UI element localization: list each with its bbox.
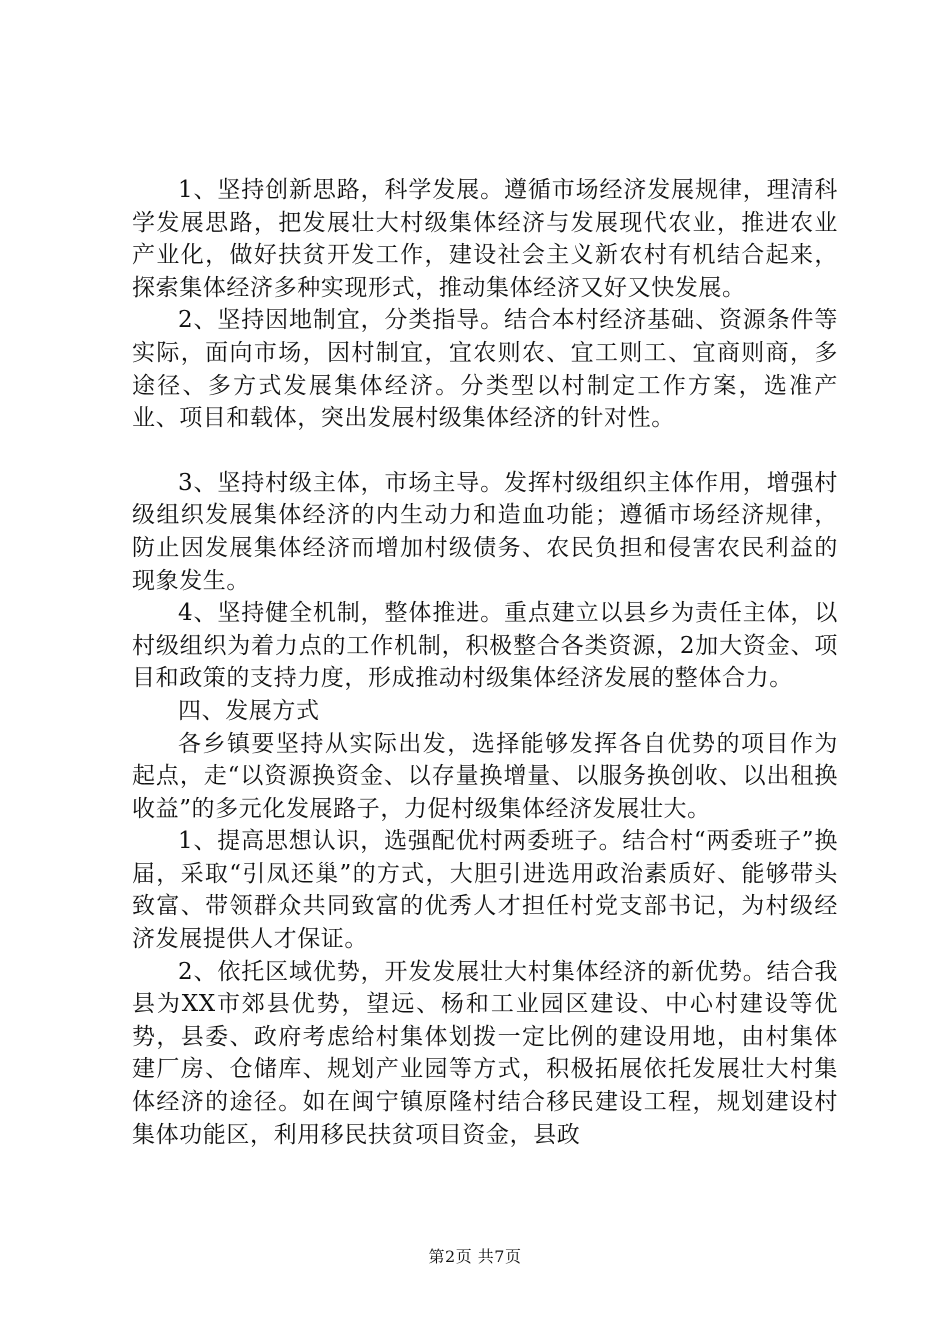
paragraph-method-1: 1、提高思想认识，选强配优村两委班子。结合村“两委班子”换届，采取“引凤还巢”的方式，大胆引进选用政治素质好、能够带头致富、带领群众共同致富的优秀人才担任村党支部书记，为村级经济发展提供人才保证。 <box>132 828 838 953</box>
document-body <box>132 174 838 1151</box>
paragraph-principle-4: 4、坚持健全机制，整体推进。重点建立以县乡为责任主体，以村级组织为着力点的工作机制，积极整合各类资源，2加大资金、项目和政策的支持力度，形成推动村级集体经济发展的整体合力。 <box>132 600 838 692</box>
paragraph-principle-3: 3、坚持村级主体，市场主导。发挥村级组织主体作用，增强村级组织发展集体经济的内生动力和造血功能；遵循市场经济规律，防止因发展集体经济而增加村级债务、农民负担和侵害农民利益的现象发生。 <box>132 469 838 594</box>
page-number-footer: 第2页 共7页 <box>428 1247 522 1266</box>
paragraph-intro: 各乡镇要坚持从实际出发，选择能够发挥各自优势的项目作为起点，走“以资源换资金、以存量换增量、以服务换创收、以出租换收益”的多元化发展路子，力促村级集体经济发展壮大。 <box>132 730 838 822</box>
paragraph-method-2: 2、依托区域优势，开发发展壮大村集体经济的新优势。结合我县为XX市郊县优势，望远、杨和工业园区建设、中心村建设等优势，县委、政府考虑给村集体划拨一定比例的建设用地，由村集体建厂房、仓储库、规划产业园等方式，积极拓展依托发展壮大村集体经济的途径。如在闽宁镇原隆村结合移民建设工程，规划建设村集体功能区，利用移民扶贫项目资金，县政 <box>132 958 838 1148</box>
paragraph-principle-2: 2、坚持因地制宜，分类指导。结合本村经济基础、资源条件等实际，面向市场，因村制宜，宜农则农、宜工则工、宜商则商，多途径、多方式发展集体经济。分类型以村制定工作方案，选准产业、项目和载体，突出发展村级集体经济的针对性。 <box>132 307 838 432</box>
paragraph-principle-1: 1、坚持创新思路，科学发展。遵循市场经济发展规律，理清科学发展思路，把发展壮大村级集体经济与发展现代农业，推进农业产业化，做好扶贫开发工作，建设社会主义新农村有机结合起来，探索集体经济多种实现形式，推动集体经济又好又快发展。 <box>132 177 838 301</box>
section-heading: 四、发展方式 <box>178 697 320 724</box>
